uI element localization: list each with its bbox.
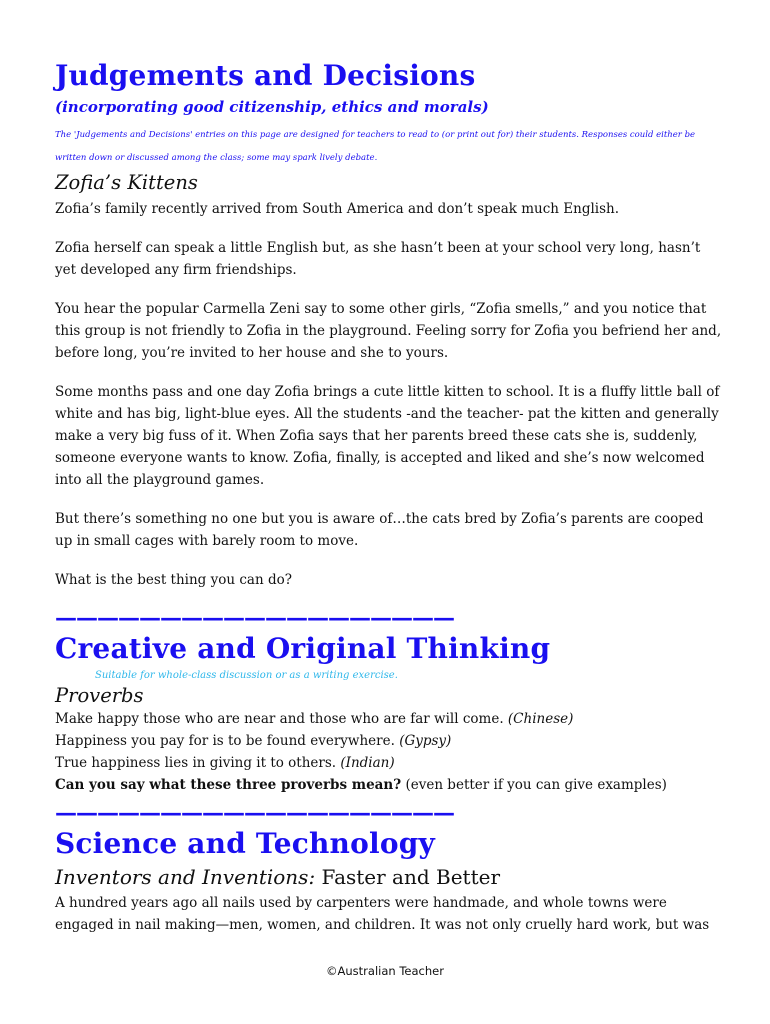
science-subheading: [55, 864, 725, 890]
creative-suitable-note: Suitable for whole-class discussion or as a writing exercise.: [95, 670, 398, 681]
proverbs-subheading: Proverbs: [55, 684, 144, 707]
section-divider: ———————————————————: [55, 605, 454, 631]
proverb-line: [55, 708, 725, 730]
proverb-question-line: [55, 774, 725, 796]
judgements-heading: Judgements and Decisions: [55, 59, 476, 92]
proverb-text: Happiness you pay for is to be found everywhere.: [55, 733, 395, 749]
proverb-question-note: (even better if you can give examples): [405, 777, 667, 793]
story-paragraph: But there’s something no one but you is aware of…the cats bred by Zofia’s parents are cooped up in small cages with barely room to move.: [55, 511, 704, 549]
science-subheading-plain: Faster and Better: [321, 865, 501, 889]
proverb-line: [55, 730, 725, 752]
proverb-text: Make happy those who are near and those who are far will come.: [55, 711, 504, 727]
science-paragraph: A hundred years ago all nails used by carpenters were handmade, and whole towns were engaged in nail making—men, women, and children. It was not only cruelly hard work, but was: [55, 895, 710, 933]
proverb-origin: (Chinese): [507, 711, 574, 727]
story-paragraph: Zofia herself can speak a little English but, as she hasn’t been at your school very long, hasn’t yet developed any firm friendships.: [55, 240, 701, 278]
proverb-text: True happiness lies in giving it to others.: [55, 755, 337, 771]
proverb-line: [55, 752, 725, 774]
proverb-origin: (Indian): [340, 755, 395, 771]
proverb-question: Can you say what these three proverbs mean?: [55, 777, 402, 793]
proverb-origin: (Gypsy): [399, 733, 452, 749]
science-heading: Science and Technology: [55, 827, 435, 860]
document-page: [55, 56, 725, 936]
story-paragraph: Some months pass and one day Zofia brings a cute little kitten to school. It is a fluffy little ball of white and has big, light-blue eyes. All the students -and the teacher- pat the kitten and generally make a very big fuss of it. When Zofia says that her parents breed these cats she is, suddenly, someone everyone wants to know. Zofia, finally, is accepted and liked and she’s now welcomed into all the playground games.: [55, 384, 720, 488]
section-divider: ———————————————————: [55, 800, 454, 826]
footer-copyright: ©Australian Teacher: [326, 964, 444, 978]
creative-heading: Creative and Original Thinking: [55, 632, 551, 665]
story-paragraph: You hear the popular Carmella Zeni say to some other girls, “Zofia smells,” and you notice that this group is not friendly to Zofia in the playground. Feeling sorry for Zofia you befriend her and, before long, you’re invited to her house and she to yours.: [55, 301, 722, 361]
story-question: What is the best thing you can do?: [55, 572, 292, 588]
science-subheading-italic: Inventors and Inventions:: [55, 865, 316, 889]
judgements-intro: The 'Judgements and Decisions' entries on this page are designed for teachers to read to (or print out for) their students. Responses could either be written down or discussed among the class; some may spark lively debate.: [55, 130, 696, 163]
judgements-subtitle: (incorporating good citizenship, ethics and morals): [55, 98, 489, 116]
story-paragraph: Zofia’s family recently arrived from South America and don’t speak much English.: [55, 201, 620, 217]
story-title: Zofia’s Kittens: [55, 171, 198, 194]
